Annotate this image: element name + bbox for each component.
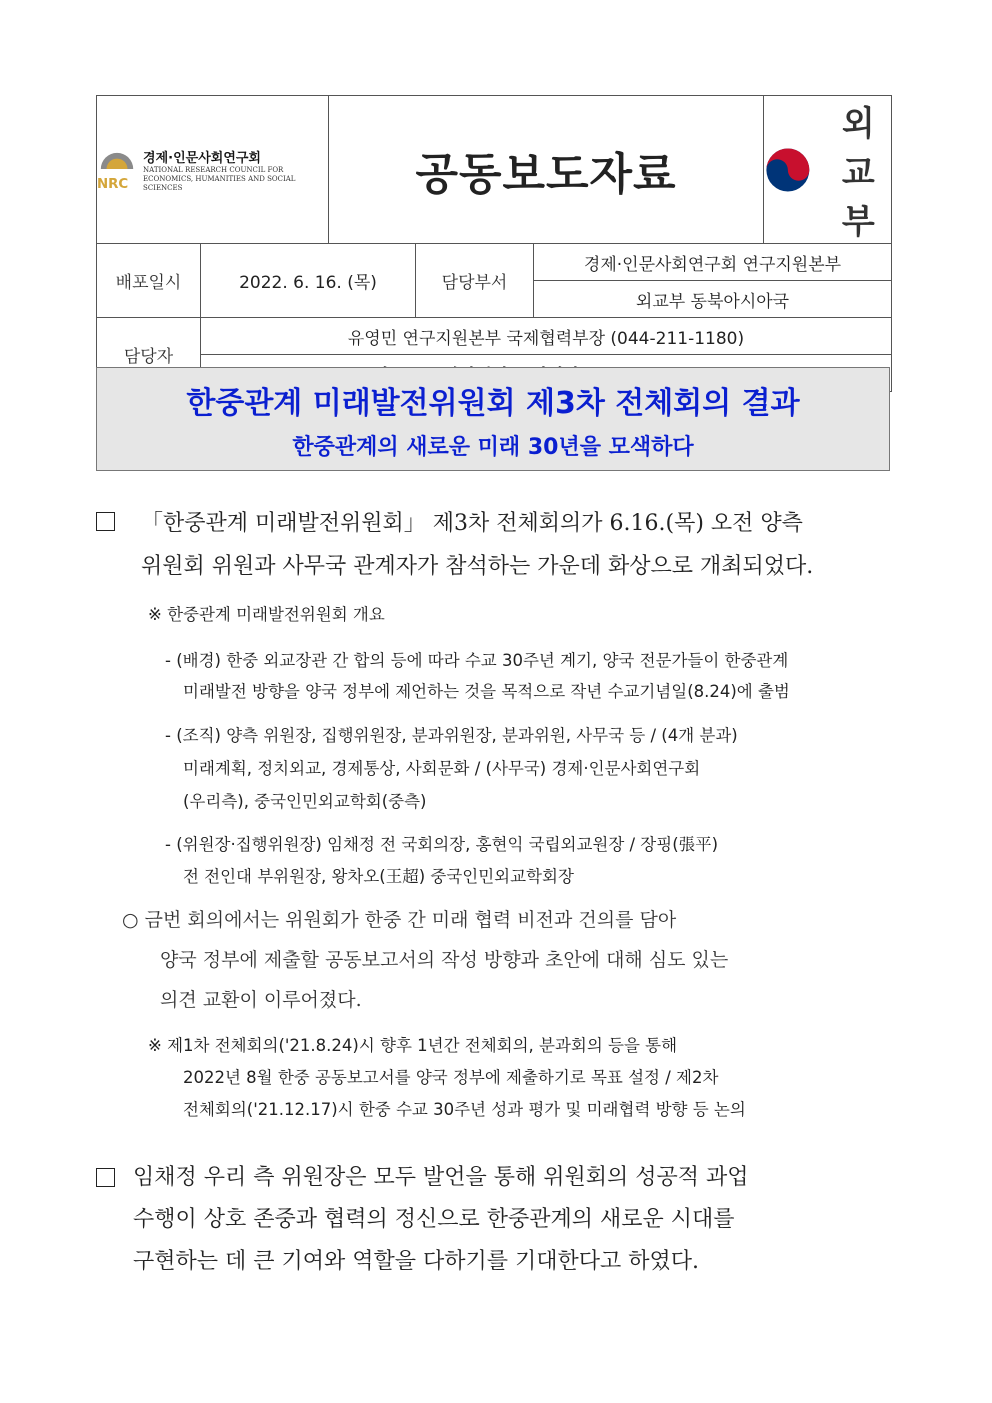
p3-line-2: 수행이 상호 존중과 협력의 정신으로 한중관계의 새로운 시대를 [133,1207,735,1232]
nrc-english-line-1: NATIONAL RESEARCH COUNCIL FOR [143,165,284,174]
dept-mofa: 외교부 동북아시아국 [534,281,892,318]
p2-line-3: 의견 교환이 이루어졌다. [160,989,362,1011]
dept-nrc: 경제·인문사회연구회 연구지원본부 [534,244,892,281]
title-box [96,367,890,471]
release-label: 배포일시 [97,244,201,318]
note2-line-2: 2022년 8월 한중 공동보고서를 양국 정부에 제출하기로 목표 설정 / 제2차 [183,1068,719,1087]
p3-line-3: 구현하는 데 큰 기여와 역할을 다하기를 기대한다고 하였다. [133,1249,699,1274]
p2-line-1: ○ 금번 회의에서는 위원회가 한중 간 미래 협력 비전과 건의를 담아 [122,909,677,931]
org-line-2: 미래계획, 정치외교, 경제통상, 사회문화 / (사무국) 경제·인문사회연구회 [183,759,701,778]
checkbox-bullet-1 [96,512,115,531]
svg-text:NRC: NRC [97,176,129,192]
bg-line-1: - (배경) 한중 외교장관 간 합의 등에 따라 수교 30주년 계기, 양국 전문가들이 한중관계 [165,651,789,670]
dept-label: 담당부서 [416,244,534,318]
p1-line-1: 「한중관계 미래발전위원회」 제3차 전체회의가 6.16.(목) 오전 양측 [141,511,803,536]
p2-line-2: 양국 정부에 제출할 공동보고서의 작성 방향과 초안에 대해 심도 있는 [160,949,729,971]
mofa-name: 외교부 [841,104,875,242]
org-line-3: (우리측), 중국인민외교학회(중측) [183,792,427,811]
sub-title: 한중관계의 새로운 미래 30년을 모색하다 [292,435,694,460]
nrc-english-line-2: ECONOMICS, HUMANITIES AND SOCIAL SCIENCES [143,174,296,192]
note2-line-3: 전체회의('21.12.17)시 한중 수교 30주년 성과 평가 및 미래협력 방향 등 논의 [183,1100,746,1119]
mofa-taegeuk-icon [764,134,812,206]
bg-line-2: 미래발전 방향을 양국 정부에 제언하는 것을 목적으로 작년 수교기념일(8.24)에 출범 [183,682,790,701]
chairs-line-1: - (위원장·집행위원장) 임채정 전 국회의장, 홍현익 국립외교원장 / 장핑(張平) [165,835,719,854]
header-table [96,95,892,392]
checkbox-bullet-2 [96,1168,115,1187]
chairs-line-2: 전 전인대 부위원장, 왕차오(王超) 중국인민외교학회장 [183,867,574,886]
mofa-logo [764,96,892,244]
note-overview: ※ 한중관계 미래발전위원회 개요 [148,605,385,624]
doc-type-title: 공동보도자료 [329,96,764,244]
nrc-logo-icon [97,147,137,193]
p1-line-2: 위원회 위원과 사무국 관계자가 참석하는 가운데 화상으로 개최되었다. [141,554,814,579]
contact-1: 유영민 연구지원본부 국제협력부장 (044-211-1180) [201,318,892,355]
release-date: 2022. 6. 16. (목) [201,244,416,318]
p3-line-1: 임채정 우리 측 위원장은 모두 발언을 통해 위원회의 성공적 과업 [133,1165,749,1190]
nrc-logo [97,96,329,244]
main-title: 한중관계 미래발전위원회 제3차 전체회의 결과 [186,386,800,421]
org-line-1: - (조직) 양측 위원장, 집행위원장, 분과위원장, 분과위원, 사무국 등 / (4개 분과) [165,726,738,745]
note2-line-1: ※ 제1차 전체회의('21.8.24)시 향후 1년간 전체회의, 분과회의 등을 통해 [148,1036,678,1055]
contact-label: 담당자 [97,318,201,392]
nrc-name: 경제·인문사회연구회 [143,150,261,166]
